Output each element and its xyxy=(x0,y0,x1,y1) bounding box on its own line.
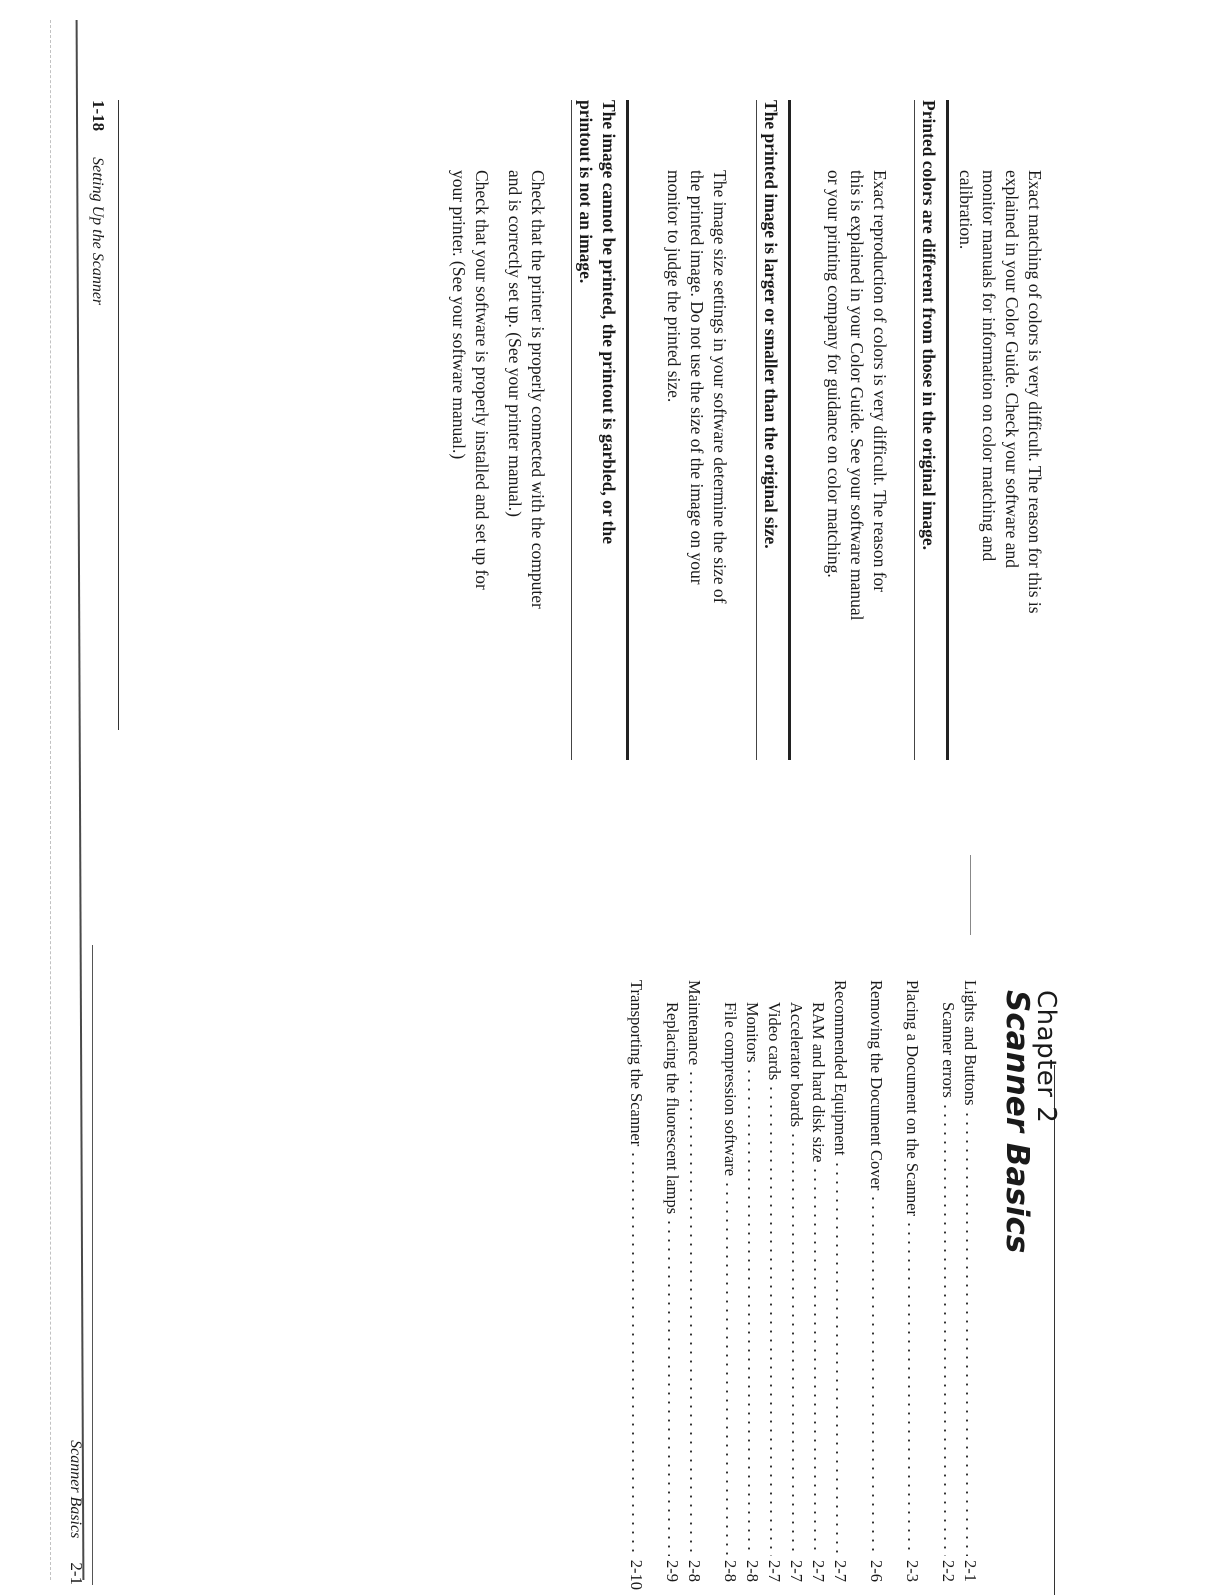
section-body-garbled-1 xyxy=(503,170,549,760)
toc-entry-page: 2-8 xyxy=(721,1560,740,1582)
toc-leader-dots xyxy=(965,1110,981,1556)
toc-entry-title: Maintenance xyxy=(685,980,704,1066)
toc-entry xyxy=(625,980,647,1590)
page-number: 1-18 xyxy=(89,100,108,132)
heading-underline xyxy=(756,100,757,760)
intro-line: Exact matching of colors is very difficult. The reason for this is xyxy=(1025,170,1045,614)
toc-entry xyxy=(719,980,741,1590)
intro-line: monitor manuals for information on color matching and xyxy=(979,170,999,562)
toc-entry xyxy=(959,980,981,1590)
toc-entry-page: 2-2 xyxy=(939,1560,958,1582)
heading-underline xyxy=(571,100,572,760)
section-body-colors xyxy=(822,170,891,760)
toc-entry-page: 2-7 xyxy=(787,1560,806,1582)
toc-entry-page: 2-1 xyxy=(961,1560,980,1582)
toc-entry-page: 2-8 xyxy=(685,1560,704,1582)
chapter-rule xyxy=(1054,1065,1055,1595)
section-heading-text: The printed image is larger or smaller than the original size. xyxy=(761,100,781,549)
toc-entry-title: Removing the Document Cover xyxy=(867,980,886,1191)
section-heading-text: Printed colors are different from those in the original image. xyxy=(919,100,939,551)
section-body-garbled-2 xyxy=(447,170,493,760)
body-line: the printed image. Do not use the size of the image on your xyxy=(687,170,707,585)
body-line: Check that the printer is properly connected with the computer xyxy=(528,170,548,609)
chapter-label: Chapter 2 xyxy=(1031,990,1061,1124)
toc-leader-dots xyxy=(943,1102,959,1556)
toc-entry-page: 2-3 xyxy=(903,1560,922,1582)
toc-entry xyxy=(785,980,807,1590)
left-page-footer xyxy=(88,100,119,730)
toc-leader-dots xyxy=(769,1084,785,1556)
toc-entry-title: Accelerator boards xyxy=(787,1002,806,1128)
intro-line: calibration. xyxy=(956,170,976,250)
toc-entry xyxy=(865,980,887,1590)
toc-entry-title: File compression software xyxy=(721,1002,740,1177)
section-heading-text: The image cannot be printed, the printout is garbled, or the xyxy=(599,100,619,544)
toc-entry xyxy=(683,980,705,1590)
toc-entry-title: Monitors xyxy=(743,1002,762,1063)
scan-artifact-mark xyxy=(970,855,971,935)
toc-leader-dots xyxy=(689,1069,705,1556)
toc-entry-title: Scanner errors xyxy=(939,1002,958,1098)
toc-entry xyxy=(901,980,923,1590)
body-line: your printer. (See your software manual.) xyxy=(449,170,469,460)
intro-paragraph xyxy=(954,170,1046,760)
left-page xyxy=(0,100,1221,760)
running-title: Scanner Basics xyxy=(67,1440,84,1539)
body-line: The image size settings in your software determine the size of xyxy=(710,170,730,604)
toc-entry-page: 2-10 xyxy=(627,1559,646,1590)
toc-entry xyxy=(807,980,829,1590)
toc-entry-page: 2-8 xyxy=(743,1560,762,1582)
toc-entry-page: 2-9 xyxy=(663,1560,682,1582)
toc-entry-title: Video cards xyxy=(765,1002,784,1081)
heading-underline xyxy=(914,100,915,760)
toc-entry-title: RAM and hard disk size xyxy=(809,1002,828,1163)
toc-entry-title: Recommended Equipment xyxy=(831,980,850,1156)
toc-entry-title: Lights and Buttons xyxy=(961,980,980,1106)
toc-leader-dots xyxy=(725,1180,741,1556)
toc-entry xyxy=(937,980,959,1590)
body-line: or your printing company for guidance on color matching. xyxy=(824,170,844,578)
toc-entry-title: Transporting the Scanner xyxy=(627,980,646,1147)
right-page xyxy=(0,945,1221,1590)
running-title: Setting Up the Scanner xyxy=(89,157,106,306)
toc-leader-dots xyxy=(667,1218,683,1556)
toc-entry-page: 2-7 xyxy=(765,1560,784,1582)
body-line: and is correctly set up. (See your printer manual.) xyxy=(505,170,525,517)
section-heading-colors xyxy=(917,100,949,760)
toc-leader-dots xyxy=(631,1150,647,1556)
section-heading-text: printout is not an image. xyxy=(576,100,596,284)
body-line: Exact reproduction of colors is very difficult. The reason for xyxy=(870,170,890,593)
table-of-contents xyxy=(625,980,981,1590)
toc-leader-dots xyxy=(791,1131,807,1556)
section-body-size xyxy=(662,170,731,760)
toc-entry-page: 2-6 xyxy=(867,1560,886,1582)
toc-entry xyxy=(741,980,763,1590)
page-number: 2-1 xyxy=(67,1562,86,1585)
intro-line: explained in your Color Guide. Check your software and xyxy=(1002,170,1022,569)
toc-leader-dots xyxy=(835,1160,851,1557)
section-heading-size xyxy=(759,100,791,760)
toc-leader-dots xyxy=(813,1166,829,1556)
toc-entry-title: Replacing the fluorescent lamps xyxy=(663,1002,682,1215)
body-line: monitor to judge the printed size. xyxy=(664,170,684,403)
toc-leader-dots xyxy=(907,1220,923,1556)
toc-entry-page: 2-7 xyxy=(831,1560,850,1582)
chapter-title: Scanner Basics xyxy=(999,990,1035,1254)
toc-leader-dots xyxy=(871,1194,887,1556)
body-line: Check that your software is properly installed and set up for xyxy=(472,170,492,590)
toc-entry xyxy=(763,980,785,1590)
right-page-footer xyxy=(66,945,93,1585)
body-line: this is explained in your Color Guide. See your software manual xyxy=(847,170,867,621)
toc-entry-page: 2-7 xyxy=(809,1560,828,1582)
section-heading-garbled xyxy=(574,100,629,760)
toc-entry xyxy=(661,980,683,1590)
toc-entry-title: Placing a Document on the Scanner xyxy=(903,980,922,1216)
toc-leader-dots xyxy=(747,1067,763,1556)
toc-entry xyxy=(829,980,851,1590)
